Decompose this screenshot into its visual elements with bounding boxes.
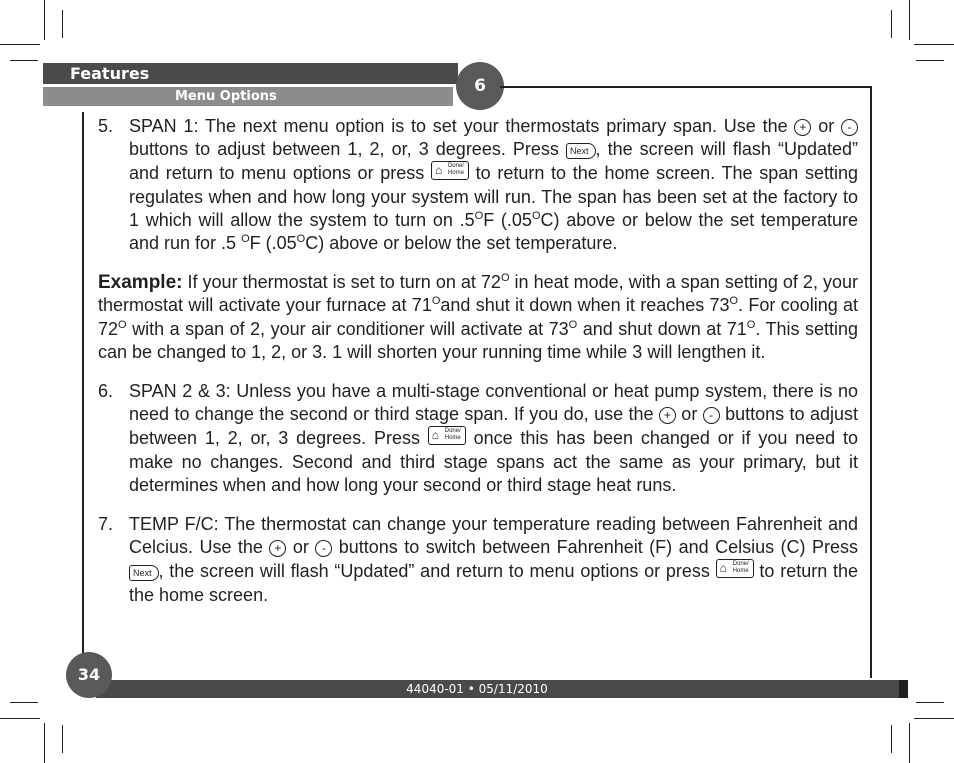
degree-symbol: O <box>531 209 541 222</box>
crop-mark <box>914 44 954 45</box>
footer-doc-code: 44040-01 • 05/11/2010 <box>406 682 548 696</box>
frame-line-right <box>870 86 872 678</box>
minus-button-icon: - <box>703 407 720 424</box>
next-button-icon: Next <box>566 143 596 159</box>
plus-button-icon: + <box>659 407 676 424</box>
crop-mark <box>909 723 910 763</box>
frame-line-top <box>500 86 872 88</box>
list-item-span1: 5. SPAN 1: The next menu option is to set your thermostats primary span. Use the + or - buttons to adjust between 1, 2, or, 3 degrees. Press Next , the screen will flash “Updated” and return to menu options or press ⌂ Done/ Home to return to the home screen. The span setting regulates when and how long your system will run. The span has been set at the factory to 1 which will allow the system to turn on $.5^OF$ $(.05^OC)$ above or below the set temperature and run for .5 $^O$F $(.05^OC)$ above or below the set temperature. <box>98 116 858 254</box>
house-icon: ⌂ <box>431 428 440 443</box>
degree-symbol: O <box>241 233 250 246</box>
crop-mark <box>62 725 63 753</box>
crop-mark <box>0 44 40 45</box>
list-number: 5. <box>98 116 114 136</box>
degree-symbol: O <box>296 233 306 246</box>
frame-line-left <box>82 112 84 660</box>
degree-symbol: O <box>500 272 510 285</box>
minus-button-icon: - <box>841 119 858 136</box>
example-paragraph: Example: If your thermostat is set to turn on at $72^O$ in heat mode, with a span setting of 2, your thermostat will activate your furnace at $71^Oand$ shut it down when it reaches $73^O$. For cooling at $72^O$ with a span of 2, your air conditioner will activate at $73^O$ and shut down at $71^O$. This setting can be changed to 1, 2, or 3. 1 will shorten your running time while 3 will lengthen it. <box>98 272 859 362</box>
crop-mark <box>916 702 944 703</box>
list-item-temp: 7. TEMP F/C: The thermostat can change your temperature reading between Fahrenheit and Celcius. Use the + or - buttons to switch between Fahrenheit (F) and Celsius (C) Press Next , the screen will flash “Updated” and return to menu options or press ⌂ Done/ Home to return the the home screen. <box>98 514 859 605</box>
house-icon: ⌂ <box>719 561 727 576</box>
example-label: Example: <box>98 272 183 294</box>
list-number: 7. <box>98 514 114 535</box>
degree-symbol: O <box>568 318 578 331</box>
degree-symbol: O <box>729 295 739 308</box>
subsection-title: Menu Options <box>175 89 277 104</box>
crop-mark <box>44 723 45 763</box>
minus-button-icon: - <box>315 540 332 557</box>
crop-mark <box>0 718 40 719</box>
chapter-badge: 6 <box>456 62 504 110</box>
degree-symbol: O <box>474 209 484 222</box>
crop-mark <box>914 718 954 719</box>
crop-mark <box>10 702 38 703</box>
next-button-icon: Next <box>129 565 159 581</box>
list-item-span23: 6. SPAN 2 & 3: Unless you have a multi-stage conventional or heat pump system, there is no need to change the second or third stage span. If you do, use the + or - buttons to adjust between 1, 2, or, 3 degrees. Press ⌂ Done/ Home once this has been changed or if you need to make no changes. Second and third stage spans act the same as your primary, but it determines when and how long your second or third stage heat runs. <box>98 381 859 495</box>
section-title: Features <box>70 64 150 83</box>
degree-symbol: O <box>118 318 127 331</box>
plus-button-icon: + <box>269 540 286 557</box>
crop-mark <box>44 0 45 40</box>
crop-mark <box>62 10 63 38</box>
crop-mark <box>10 60 38 61</box>
degree-symbol: O <box>431 295 441 308</box>
crop-mark <box>891 725 892 753</box>
house-icon: ⌂ <box>434 163 443 178</box>
page-number-badge: 34 <box>66 652 112 698</box>
crop-mark <box>891 10 892 38</box>
list-number: 6. <box>98 381 114 402</box>
degree-symbol: O <box>746 318 756 331</box>
done-home-button-icon: ⌂ Done/ Home <box>716 559 754 578</box>
plus-button-icon: + <box>794 119 811 136</box>
crop-mark <box>916 60 944 61</box>
done-home-button-icon: ⌂ Done/ Home <box>431 161 469 180</box>
page-content <box>98 115 858 607</box>
crop-mark <box>909 0 910 40</box>
done-home-button-icon: ⌂ Done/ Home <box>428 426 466 445</box>
